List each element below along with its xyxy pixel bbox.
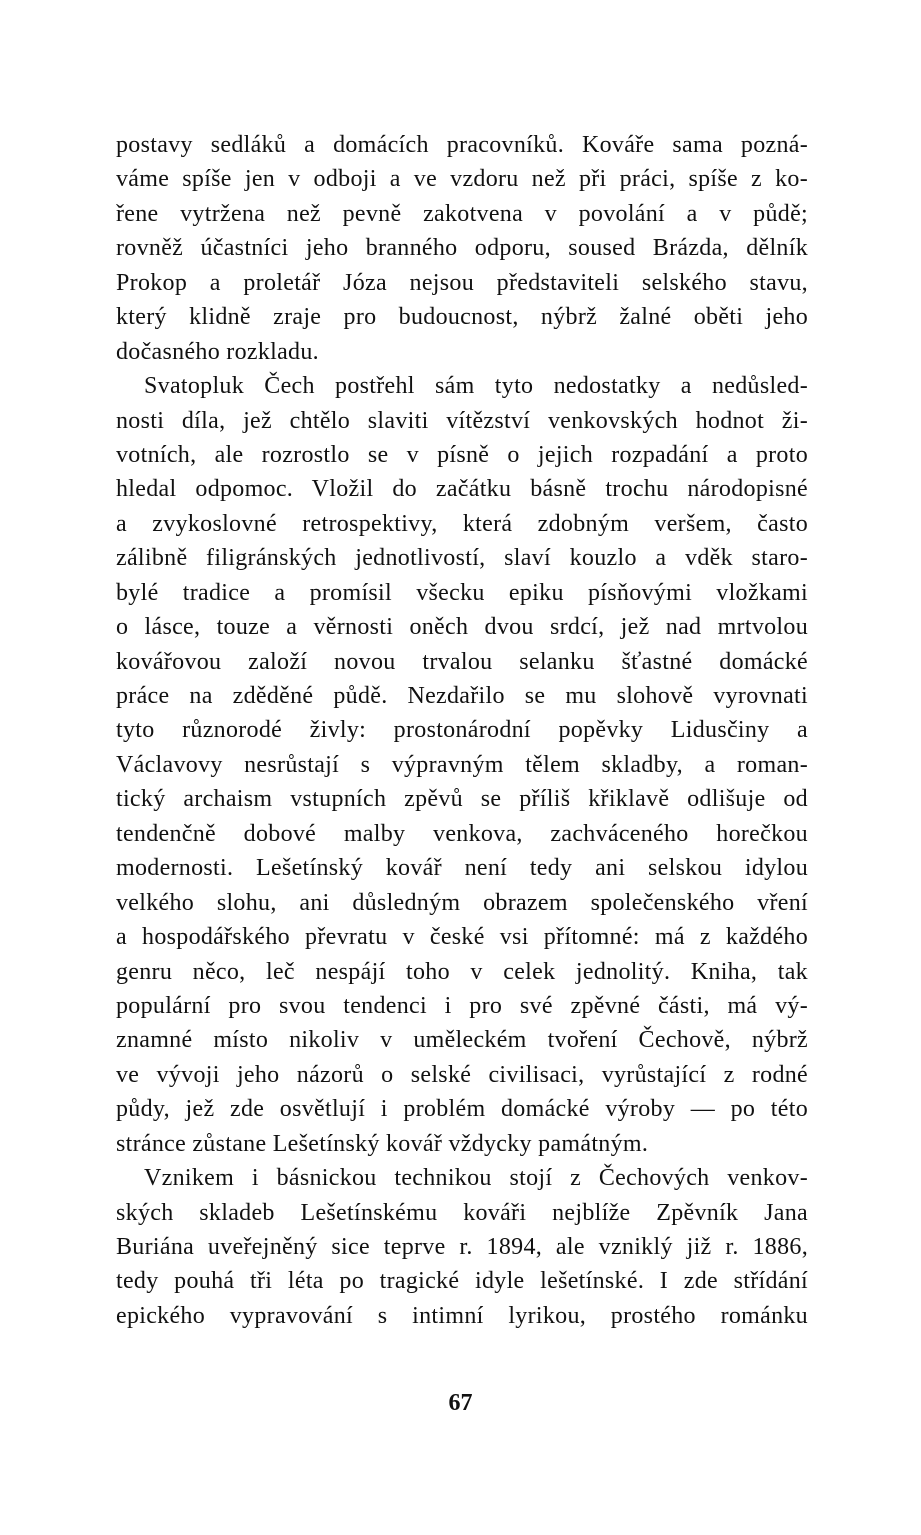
text-line: Václavovy nesrůstají s výpravným tělem skladby, a roman- (116, 751, 808, 778)
text-line: tyto různorodé živly: prostonárodní popěvky Lidusčiny a (116, 717, 808, 744)
text-line: nosti díla, jež chtělo slaviti vítězství venkovských hodnot ži- (116, 407, 808, 434)
text-line: Prokop a proletář Józa nejsou představiteli selského stavu, (116, 269, 808, 296)
text-line: epického vypravování s intimní lyrikou, prostého románku (116, 1302, 808, 1329)
text-line: tendenčně dobové malby venkova, zachváceného horečkou (116, 820, 808, 847)
text-line: řene vytržena než pevně zakotvena v povolání a v půdě; (116, 200, 808, 227)
text-line: rovněž účastníci jeho branného odporu, soused Brázda, dělník (116, 235, 808, 262)
text-line: znamné místo nikoliv v uměleckém tvoření Čechově, nýbrž (116, 1027, 808, 1054)
text-line: modernosti. Lešetínský kovář není tedy ani selskou idylou (116, 855, 808, 882)
text-line: o lásce, touze a věrnosti oněch dvou srdcí, jež nad mrtvolou (116, 614, 808, 641)
text-line: práce na zděděné půdě. Nezdařilo se mu slohově vyrovnati (116, 683, 808, 709)
text-line: tedy pouhá tři léta po tragické idyle lešetínské. I zde střídání (116, 1268, 808, 1295)
text-line: bylé tradice a promísil všecku epiku písňovými vložkami (116, 579, 808, 606)
text-line: stránce zůstane Lešetínský kovář vždycky památným. (116, 1130, 649, 1157)
text-line: který klidně zraje pro budoucnost, nýbrž žalné oběti jeho (116, 304, 808, 331)
text-line: a hospodářského převratu v české vsi přítomné: má z každého (116, 924, 808, 951)
text-line: a zvykoslovné retrospektivy, která zdobným veršem, často (116, 510, 808, 537)
text-line: zálibně filigránských jednotlivostí, slaví kouzlo a vděk staro- (116, 545, 808, 572)
text-line: Svatopluk Čech postřehl sám tyto nedostatky a nedůsled- (144, 373, 808, 400)
text-line: půdy, jež zde osvětlují i problém domácké výroby — po této (116, 1096, 808, 1123)
text-line: ve vývoji jeho názorů o selské civilisaci, vyrůstající z rodné (116, 1061, 808, 1088)
text-line: kovářovou založí novou trvalou selanku šťastné domácké (116, 648, 808, 675)
text-line: velkého slohu, ani důsledným obrazem společenského vření (116, 889, 808, 916)
text-line: populární pro svou tendenci i pro své zpěvné části, má vý- (116, 992, 808, 1019)
text-line: hledal odpomoc. Vložil do začátku básně trochu národopisné (116, 476, 808, 503)
text-line: postavy sedláků a domácích pracovníků. Kováře sama pozná- (116, 132, 808, 158)
text-line: ských skladeb Lešetínskému kováři nejblíže Zpěvník Jana (116, 1199, 808, 1226)
text-line: tický archaism vstupních zpěvů se příliš křiklavě odlišuje od (116, 786, 808, 813)
text-line: dočasného rozkladu. (116, 338, 319, 365)
text-line: genru něco, leč nespájí toho v celek jednolitý. Kniha, tak (116, 958, 808, 985)
text-line: Buriána uveřejněný sice teprve r. 1894, ale vzniklý již r. 1886, (116, 1234, 808, 1260)
text-line: váme spíše jen v odboji a ve vzdoru než při práci, spíše z ko- (116, 166, 808, 193)
text-line: Vznikem i básnickou technikou stojí z Čechových venkov- (144, 1165, 808, 1192)
page-number: 67 (448, 1390, 473, 1416)
text-line: votních, ale rozrostlo se v písně o jejich rozpadání a proto (116, 441, 808, 468)
body-text (116, 128, 808, 1333)
